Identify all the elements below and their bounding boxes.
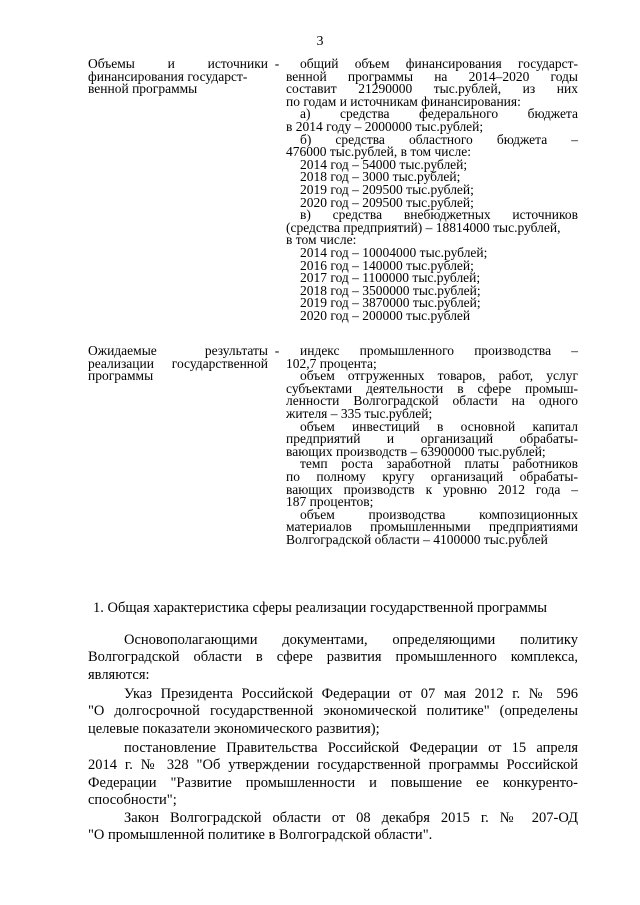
paragraph-line: 2014 г. № 328 "Об утверждении государственной программы Российской bbox=[88, 757, 578, 774]
results-line: темп роста заработной платы работников bbox=[300, 456, 578, 472]
results-line: ленности Волгоградской области на одного bbox=[286, 393, 578, 409]
funding-line: 2014 год – 10004000 тыс.рублей; bbox=[300, 244, 488, 260]
funding-line: 2014 год – 54000 тыс.рублей; bbox=[300, 156, 468, 172]
funding-line: 2020 год – 209500 тыс.рублей; bbox=[300, 194, 474, 210]
paragraph-line: Указ Президента Российской Федерации от 07 мая 2012 г. № 596 bbox=[124, 686, 578, 702]
funding-line: в 2014 году – 2000000 тыс.рублей; bbox=[286, 118, 484, 134]
funding-line: составит 21290000 тыс.рублей, из них bbox=[286, 81, 578, 97]
paragraph-line: Закон Волгоградской области от 08 декабря 2015 г. № 207-ОД bbox=[124, 810, 578, 826]
funding-label-line: Объемы и источники bbox=[88, 56, 268, 71]
results-line: жителя – 335 тыс.рублей; bbox=[286, 405, 433, 421]
results-line: индекс промышленного производства – bbox=[300, 343, 578, 358]
page-number: 3 bbox=[316, 34, 324, 49]
results-line: субъектами деятельности в сфере промыш- bbox=[286, 380, 578, 396]
section-title: 1. Общая характеристика сферы реализации государственной программы bbox=[93, 600, 547, 616]
funding-line: б) средства областного бюджета – bbox=[300, 131, 578, 147]
results-line: материалов промышленными предприятиями bbox=[286, 519, 578, 535]
funding-line: 2020 год – 200000 тыс.рублей bbox=[300, 307, 471, 323]
results-line: 187 процентов; bbox=[286, 494, 374, 510]
funding-dash: - bbox=[274, 56, 280, 71]
funding-line: 476000 тыс.рублей, в том числе: bbox=[286, 144, 471, 160]
paragraph-government-resolution bbox=[88, 740, 578, 810]
funding-line: по годам и источникам финансирования: bbox=[286, 93, 521, 109]
paragraph-line: Федерации "Развитие промышленности и повышение ее конкуренто- bbox=[88, 774, 578, 791]
funding-label bbox=[88, 58, 268, 322]
paragraph-line: "О промышленной политике в Волгоградской области". bbox=[88, 827, 433, 844]
funding-line: а) средства федерального бюджета bbox=[300, 106, 578, 122]
funding-line: 2019 год – 209500 тыс.рублей; bbox=[300, 181, 474, 197]
results-line: 102,7 процента; bbox=[286, 355, 377, 371]
paragraph-presidential-decree bbox=[88, 686, 578, 738]
funding-line: 2016 год – 140000 тыс.рублей; bbox=[300, 257, 474, 273]
funding-text bbox=[286, 58, 578, 322]
funding-label-line: финансирования государст- bbox=[88, 68, 248, 84]
funding-label-line: венной программы bbox=[88, 81, 198, 97]
results-label-line: программы bbox=[88, 368, 154, 384]
funding-line: 2018 год – 3000 тыс.рублей; bbox=[300, 169, 461, 185]
paragraph-line: способности"; bbox=[88, 792, 177, 809]
funding-line: в) средства внебюджетных источников bbox=[300, 207, 578, 223]
paragraph-line: Основополагающими документами, определяющими политику bbox=[124, 632, 578, 648]
passport-row-funding bbox=[88, 58, 578, 322]
funding-line: 2017 год – 1100000 тыс.рублей; bbox=[300, 270, 481, 286]
funding-line: венной программы на 2014–2020 годы bbox=[286, 68, 578, 84]
funding-line: 2019 год – 3870000 тыс.рублей; bbox=[300, 295, 481, 311]
paragraph-line: Волгоградской области в сфере развития промышленного комплекса, bbox=[88, 649, 578, 666]
funding-line: 2018 год – 3500000 тыс.рублей; bbox=[300, 282, 481, 298]
paragraph-line: постановление Правительства Российской Федерации от 15 апреля bbox=[124, 740, 578, 756]
results-label bbox=[88, 345, 268, 547]
results-line: объем производства композиционных bbox=[300, 506, 578, 522]
results-label-line: реализации государственной bbox=[88, 355, 268, 371]
results-line: объем отгруженных товаров, работ, услуг bbox=[300, 368, 578, 384]
paragraph-documents-intro bbox=[88, 632, 578, 684]
funding-line: общий объем финансирования государст- bbox=[300, 56, 578, 71]
results-line: по полному кругу организаций обрабаты- bbox=[286, 468, 578, 484]
funding-line: (средства предприятий) – 18814000 тыс.рублей, bbox=[286, 219, 561, 235]
results-line: объем инвестиций в основной капитал bbox=[300, 418, 578, 434]
paragraph-regional-law bbox=[88, 810, 578, 845]
paragraph-line: "О долгосрочной государственной экономической политике" (определены bbox=[88, 703, 578, 720]
results-text bbox=[286, 345, 578, 547]
results-label-line: Ожидаемые результаты bbox=[88, 343, 268, 358]
funding-line: в том числе: bbox=[286, 232, 357, 248]
results-line: предприятий и организаций обрабаты- bbox=[286, 431, 578, 447]
paragraph-line: целевые показатели экономического развития); bbox=[88, 720, 380, 737]
results-dash: - bbox=[274, 343, 280, 358]
paragraph-line: являются: bbox=[88, 666, 150, 683]
results-line: вающих производств к уровню 2012 года – bbox=[286, 481, 578, 497]
results-line: вающих производств – 63900000 тыс.рублей; bbox=[286, 443, 546, 459]
results-line: Волгоградской области – 4100000 тыс.рублей bbox=[286, 531, 548, 547]
passport-row-results bbox=[88, 345, 578, 547]
